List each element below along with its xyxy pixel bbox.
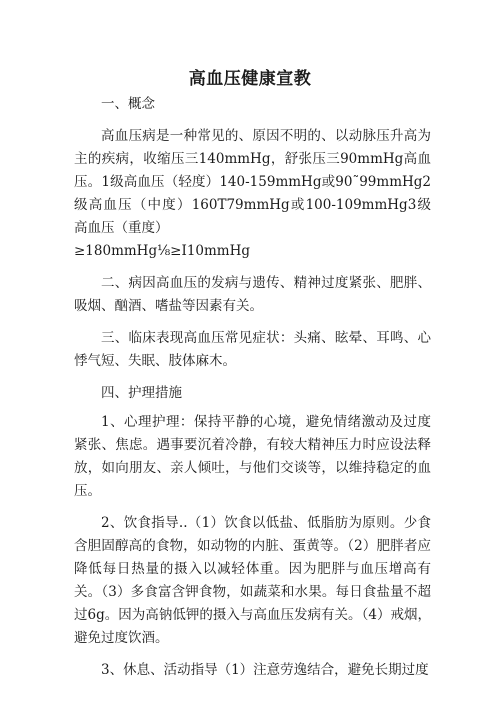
paragraph-cause: 二、病因高血压的发病与遗传、精神过度紧张、肥胖、吸烟、酗酒、嗜盐等因素有关。 bbox=[74, 275, 431, 314]
paragraph-psychological-care: 1、心理护理：保持平静的心境，避免情绪激动及过度紧张、焦虑。遇事要沉着冷静，有较大精神压力时应设法释放，如向朋友、亲人倾吐，与他们交谈等，以维持稳定的血压。 bbox=[74, 414, 431, 499]
paragraph-concept: 高血压病是一种常见的、原因不明的、以动脉压升高为主的疾病，收缩压三140mmHg，舒张压三90mmHg高血压。1级高血压（轻度）140-159mmHg或90˜99mmHg2级高血压（中度）160T79mmHg或100-109mmHg3级高血压（重度） bbox=[74, 128, 431, 236]
paragraph-diet-guidance: 2、饮食指导..（1）饮食以低盐、低脂肪为原则。少食含胆固醇高的食物，如动物的内脏、蛋黄等。（2）肥胖者应降低每日热量的摄入以减轻体重。因为肥胖与血压增高有关。（3）多食富含钾食物，如蔬菜和水果。每日食盐量不超过6g。因为高钠低钾的摄入与高血压发病有关。（4）戒烟，避免过度饮酒。 bbox=[74, 515, 431, 646]
paragraph-rest-activity: 3、休息、活动指导（1）注意劳逸结合，避免长期过度 bbox=[101, 662, 429, 678]
document-body bbox=[74, 93, 431, 691]
document-title: 高血压健康宣教 bbox=[188, 69, 312, 89]
paragraph-symptoms: 三、临床表现高血压常见症状：头痛、眩晕、耳鸣、心悸气短、失眠、肢体麻木。 bbox=[74, 330, 431, 369]
section-heading-nursing: 四、护理措施 bbox=[101, 385, 182, 401]
paragraph-concept-tail: ≥180mmHg⅛≥I10mmHg bbox=[74, 243, 251, 259]
section-heading-concept: 一、概念 bbox=[101, 96, 155, 112]
